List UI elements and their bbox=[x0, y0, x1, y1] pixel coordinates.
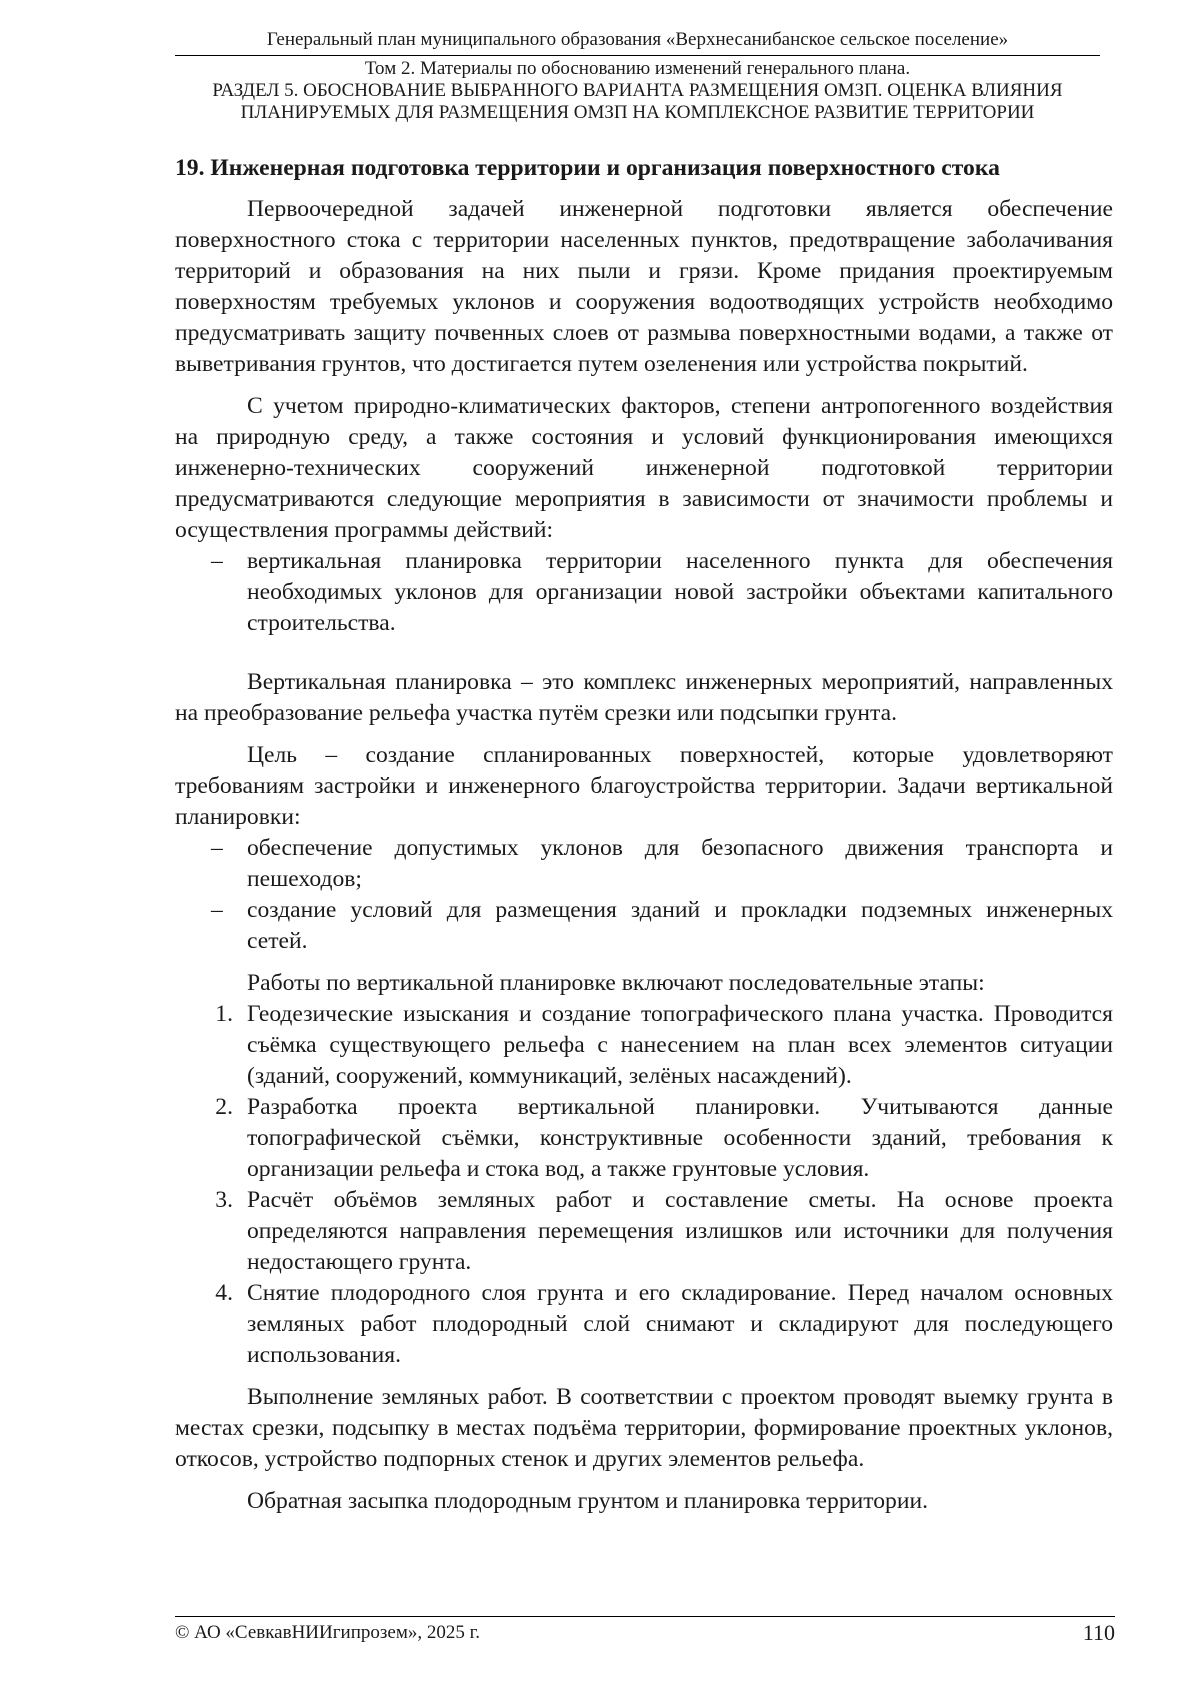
page-number: 110 bbox=[1082, 1620, 1115, 1645]
list-item bbox=[175, 1092, 1113, 1185]
list-item bbox=[175, 833, 1113, 895]
list-item bbox=[175, 895, 1113, 957]
paragraph-intro: Первоочередной задачей инженерной подготовки является обеспечение поверхностного стока с территории населенных пунктов, предотвращение заболачивания территорий и образования на них пыли и грязи. Кроме придания проектируемым поверхностям требуемых уклонов и сооружения водоотводящих устройств необходимо предусматривать защиту почвенных слоев от размыва поверхностными водами, а также от выветривания грунтов, что достигается путем озеленения или устройства покрытий. bbox=[175, 196, 1113, 377]
number-marker: 1. bbox=[215, 1001, 233, 1027]
number-marker: 4. bbox=[215, 1280, 233, 1306]
copyright-text: © АО «СевкавНИИгипрозем», 2025 г. bbox=[175, 1622, 480, 1643]
paragraph-stages-intro: Работы по вертикальной планировке включают последовательные этапы: bbox=[247, 970, 985, 996]
section-heading-line-2: ПЛАНИРУЕМЫХ ДЛЯ РАЗМЕЩЕНИЯ ОМЗП НА КОМПЛЕКСНОЕ РАЗВИТИЕ ТЕРРИТОРИИ bbox=[240, 102, 1035, 123]
document-title-line: Генеральный план муниципального образования «Верхнесанибанское сельское поселение» bbox=[175, 28, 1100, 56]
list-item-text: Разработка проекта вертикальной планировки. Учитываются данные топографической съёмки, конструктивные особенности зданий, требования к организации рельефа и стока вод, а также грунтовые условия. bbox=[247, 1094, 1113, 1182]
page-body bbox=[175, 153, 1113, 1517]
dash-marker: – bbox=[211, 835, 223, 861]
list-item-text: Снятие плодородного слоя грунта и его складирование. Перед началом основных земляных работ плодородный слой снимают и складируют для последующего использования. bbox=[247, 1280, 1113, 1368]
page-footer bbox=[175, 1616, 1115, 1645]
volume-line: Том 2. Материалы по обоснованию изменений генерального плана. bbox=[364, 58, 911, 79]
list-item-text: создание условий для размещения зданий и прокладки подземных инженерных сетей. bbox=[247, 897, 1113, 954]
stages-list bbox=[175, 999, 1113, 1371]
measures-list bbox=[175, 546, 1113, 639]
list-item bbox=[175, 1185, 1113, 1278]
list-item-text: вертикальная планировка территории населенного пункта для обеспечения необходимых уклонов для организации новой застройки объектами капитального строительства. bbox=[247, 548, 1113, 636]
paragraph-backfill: Обратная засыпка плодородным грунтом и планировка территории. bbox=[247, 1488, 928, 1514]
number-marker: 2. bbox=[215, 1094, 233, 1120]
page-header bbox=[175, 28, 1100, 124]
section-title: 19. Инженерная подготовка территории и организация поверхностного стока bbox=[175, 155, 1000, 181]
list-item-text: Геодезические изыскания и создание топографического плана участка. Проводится съёмка существующего рельефа с нанесением на план всех элементов ситуации (зданий, сооружений, коммуникаций, зелёных насаждений). bbox=[247, 1001, 1113, 1089]
paragraph-measures: С учетом природно-климатических факторов, степени антропогенного воздействия на природную среду, а также состояния и условий функционирования имеющихся инженерно-технических сооружений инженерной подготовкой территории предусматриваются следующие мероприятия в зависимости от значимости проблемы и осуществления программы действий: bbox=[175, 393, 1113, 543]
paragraph-earthworks: Выполнение земляных работ. В соответствии с проектом проводят выемку грунта в местах срезки, подсыпку в местах подъёма территории, формирование проектных уклонов, откосов, устройство подпорных стенок и других элементов рельефа. bbox=[175, 1384, 1113, 1472]
list-item-text: обеспечение допустимых уклонов для безопасного движения транспорта и пешеходов; bbox=[247, 835, 1113, 892]
number-marker: 3. bbox=[215, 1187, 233, 1213]
section-heading-line-1: РАЗДЕЛ 5. ОБОСНОВАНИЕ ВЫБРАННОГО ВАРИАНТА РАЗМЕЩЕНИЯ ОМЗП. ОЦЕНКА ВЛИЯНИЯ bbox=[212, 80, 1063, 101]
list-item bbox=[175, 546, 1113, 639]
dash-marker: – bbox=[211, 548, 223, 574]
list-item-text: Расчёт объёмов земляных работ и составление сметы. На основе проекта определяются направления перемещения излишков или источники для получения недостающего грунта. bbox=[247, 1187, 1113, 1275]
tasks-list bbox=[175, 833, 1113, 957]
paragraph-definition: Вертикальная планировка – это комплекс инженерных мероприятий, направленных на преобразование рельефа участка путём срезки или подсыпки грунта. bbox=[175, 669, 1113, 726]
paragraph-goal: Цель – создание спланированных поверхностей, которые удовлетворяют требованиям застройки и инженерного благоустройства территории. Задачи вертикальной планировки: bbox=[175, 742, 1113, 830]
dash-marker: – bbox=[211, 897, 223, 923]
list-item bbox=[175, 1278, 1113, 1371]
list-item bbox=[175, 999, 1113, 1092]
